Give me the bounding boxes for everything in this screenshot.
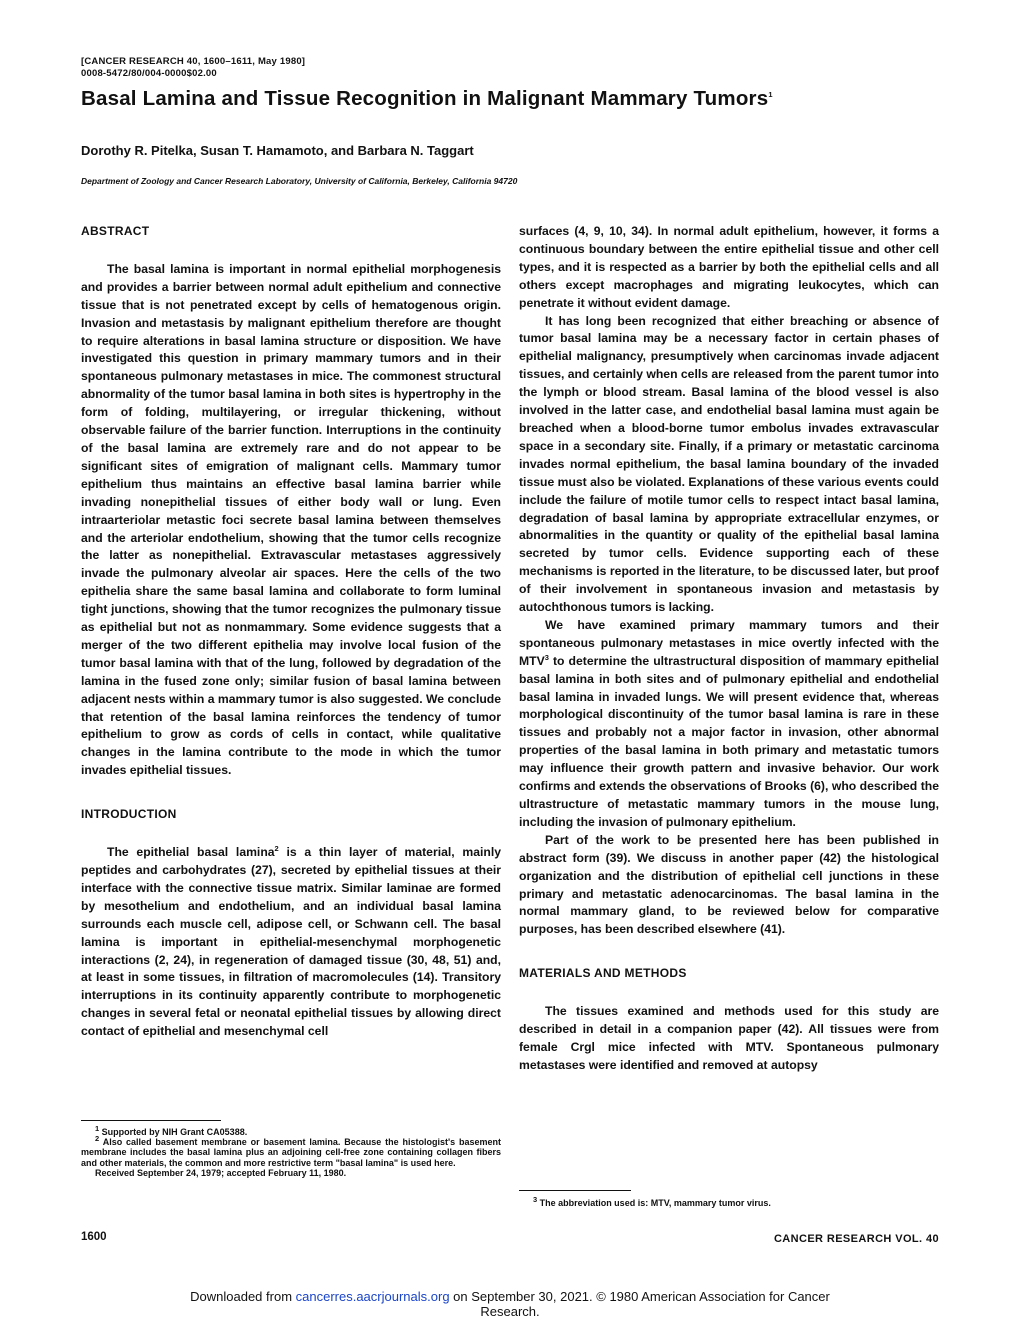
download-line-1 <box>0 1289 1020 1304</box>
journal-citation: [CANCER RESEARCH 40, 1600–1611, May 1980] <box>81 56 306 67</box>
author-affiliation: Department of Zoology and Cancer Research Laboratory, University of California, Berkeley, California 94720 <box>81 176 518 186</box>
article-title <box>81 87 773 111</box>
footnote-1-marker: 1 <box>95 1124 100 1133</box>
introduction-paragraph-3 <box>519 617 939 832</box>
introduction-paragraph-2: It has long been recognized that either breaching or absence of tumor basal lamina may be a necessary factor in certain phases of epithelial malignancy, presumptively when carcinomas invade adjacent tissues, and certainly when cells are released from the parent tumor into the lymph or blood stream. Basal lamina of the blood vessel is also involved in the latter case, and endothelial basal lamina must again be breached when a blood-borne tumor embolus invades extravascular space in a secondary site. Finally, if a primary or metastatic carcinoma invades normal epithelium, the basal lamina boundary of the invaded tissue must also be violated. Explanations of these various events could include the failure of motile tumor cells to respect intact basal lamina, degradation of basal lamina by appropriate extracellular enzymes, or abnormalities in the quantity or quality of the epithelial basal lamina secreted by tumor cells. Evidence supporting each of these mechanisms is reported in the literature, to be discussed later, but proof of their involvement in spontaneous invasion and metastasis by autochthonous tumors is lacking. <box>519 313 939 615</box>
download-line-2: Research. <box>480 1304 540 1319</box>
intro-p1-rest: is a thin layer of material, mainly peptides and carbohydrates (27), secreted by epithelial tissues at their interface with the connective tissue matrix. Similar laminae are formed by mesothelium and endothelium, and an individual basal lamina surrounds each muscle cell, adipose cell, or Schwann cell. The basal lamina is important in epithelial-mesenchymal morphogenetic interactions (2, 24), in regeneration of damaged tissue (30, 48, 51) and, at least in some tissues, in filtration of macromolecules (14). Transitory interruptions in its continuity apparently contribute to morphogenetic changes in several fetal or neonatal epithelial tissues by allowing direct contact of epithelial and mesenchymal cell <box>81 845 501 1039</box>
left-column <box>81 223 501 1041</box>
introduction-paragraph-1-cont: surfaces (4, 9, 10, 34). In normal adult epithelium, however, it forms a continuous boundary between the entire epithelial tissue and other cell types, and it is respected as a barrier by both the epithelial cells and all others except macrophages and migrating leukocytes, which can penetrate it without evident damage. <box>519 224 939 310</box>
methods-paragraph-1: The tissues examined and methods used for this study are described in detail in a companion paper (42). All tissues were from female Crgl mice infected with MTV. Spontaneous pulmonary metastases were identified and removed at autopsy <box>519 1004 939 1072</box>
footnote-marker-3: 3 <box>544 652 549 662</box>
article-code: 0008-5472/80/004-0000$02.00 <box>81 68 217 79</box>
abstract-heading: ABSTRACT <box>81 224 150 238</box>
footnote-2-marker: 2 <box>95 1134 100 1144</box>
article-title-text: Basal Lamina and Tissue Recognition in Malignant Mammary Tumors <box>81 87 769 110</box>
right-footnotes <box>519 1195 939 1208</box>
abstract-text: The basal lamina is important in normal epithelial morphogenesis and provides a barrier between normal adult epithelium and connective tissue that is not penetrated except by cells of hematogenous origin. Invasion and metastasis by malignant epithelium therefore are thought to require alterations in basal lamina structure or disposition. We have investigated this question in primary mammary tumors and in their spontaneous pulmonary metastases in mice. The commonest structural abnormality of the tumor basal lamina in both sites is hypertrophy in the form of folding, multilayering, or irregular thickening, without observable failure of the barrier function. Interruptions in the continuity of the basal lamina are extremely rare and do not appear to be significant sites of emigration of malignant cells. Mammary tumor epithelium thus maintains an effective basal lamina barrier while invading nonepithelial tissues of either body wall or lung. Even intraarteriolar metastic foci secrete basal lamina between themselves and the arteriolar endothelium, showing that the tumor cells recognize the latter as nonepithelial. Extravascular metastases aggressively invade the pulmonary alveolar air spaces. Here the cells of the two epithelia share the same basal lamina and collaborate to form luminal tight junctions, showing that the tumor recognizes the pulmonary tissue as epithelial but not as nonmammary. Some evidence suggests that a merger of the two different epithelia may involve local fusion of the tumor basal lamina with that of the lung, followed by degradation of the lamina in the fused zone only; similar fusion of basal lamina between adjacent nests within a mammary tumor is also suggested. We conclude that retention of the basal lamina reinforces the tendency of tumor epithelium to grow as cords of cells in contact, while qualitative changes in the lamina contribute to the mode in which the tumor invades epithelial tissues. <box>81 261 501 778</box>
introduction-paragraph-4: Part of the work to be presented here has been published in abstract form (39). We discuss in another paper (42) the histological organization and the distribution of epithelial cell junctions in these primary and metastatic adenocarcinomas. The basal lamina in the normal mammary gland, to be reviewed below for comparative purposes, has been described elsewhere (41). <box>519 832 939 937</box>
received-dates: Received September 24, 1979; accepted February 11, 1980. <box>95 1167 347 1178</box>
footnote-marker-2: 2 <box>274 844 279 854</box>
right-column <box>519 223 939 1075</box>
journal-footer: CANCER RESEARCH VOL. 40 <box>773 1233 939 1245</box>
title-footnote-marker: 1 <box>768 90 773 100</box>
download-prefix: Downloaded from <box>190 1289 296 1304</box>
footnote-2-text: Also called basement membrane or basement lamina. Because the histologist's basement membrane includes the basal lamina plus an adjoining cell-free zone containing collagen fibers and other materials, the common and more restrictive term "basal lamina" is used here. <box>81 1137 501 1168</box>
footnote-rule-right <box>519 1190 631 1191</box>
footnote-1-text: Supported by NIH Grant CA05388. <box>99 1127 248 1137</box>
footnote-3 <box>519 1195 939 1208</box>
download-notice <box>0 1289 1020 1319</box>
page-number: 1600 <box>81 1231 107 1243</box>
intro-p3-rest: to determine the ultrastructural disposition of mammary epithelial basal lamina in both sites and of pulmonary epithelial and endothelial basal lamina in invaded lungs. We will present evidence that, whereas morphological discontinuity of the tumor basal lamina is rare in these tissues and probably not a major factor in invasion, other abnormal properties of the basal lamina in both primary and metastatic tumors may influence their growth pattern and invasive behavior. Our work confirms and extends the observations of Brooks (6), who described the ultrastructure of metastatic mammary tumors in the mouse lung, including the invasion of pulmonary epithelium. <box>519 653 939 829</box>
author-list: Dorothy R. Pitelka, Susan T. Hamamoto, and Barbara N. Taggart <box>81 143 474 158</box>
introduction-heading: INTRODUCTION <box>81 807 177 822</box>
footnote-2 <box>81 1134 501 1168</box>
download-link[interactable]: cancerres.aacrjournals.org <box>295 1289 450 1304</box>
introduction-paragraph-1 <box>81 844 501 1041</box>
footnote-1 <box>81 1124 501 1137</box>
intro-p1-start: The epithelial basal lamina <box>107 845 275 860</box>
footnote-3-text: The abbreviation used is: MTV, mammary tumor virus. <box>537 1198 771 1208</box>
footnote-rule-left <box>81 1120 221 1121</box>
left-footnotes <box>81 1124 501 1178</box>
intro-p3-start: We have examined primary mammary tumors and their spontaneous pulmonary metastases in mice overtly infected with the MTV <box>519 617 939 668</box>
methods-heading: MATERIALS AND METHODS <box>519 966 687 981</box>
download-suffix: on September 30, 2021. © 1980 American Association for Cancer <box>449 1289 830 1304</box>
footnote-3-marker: 3 <box>533 1195 538 1204</box>
